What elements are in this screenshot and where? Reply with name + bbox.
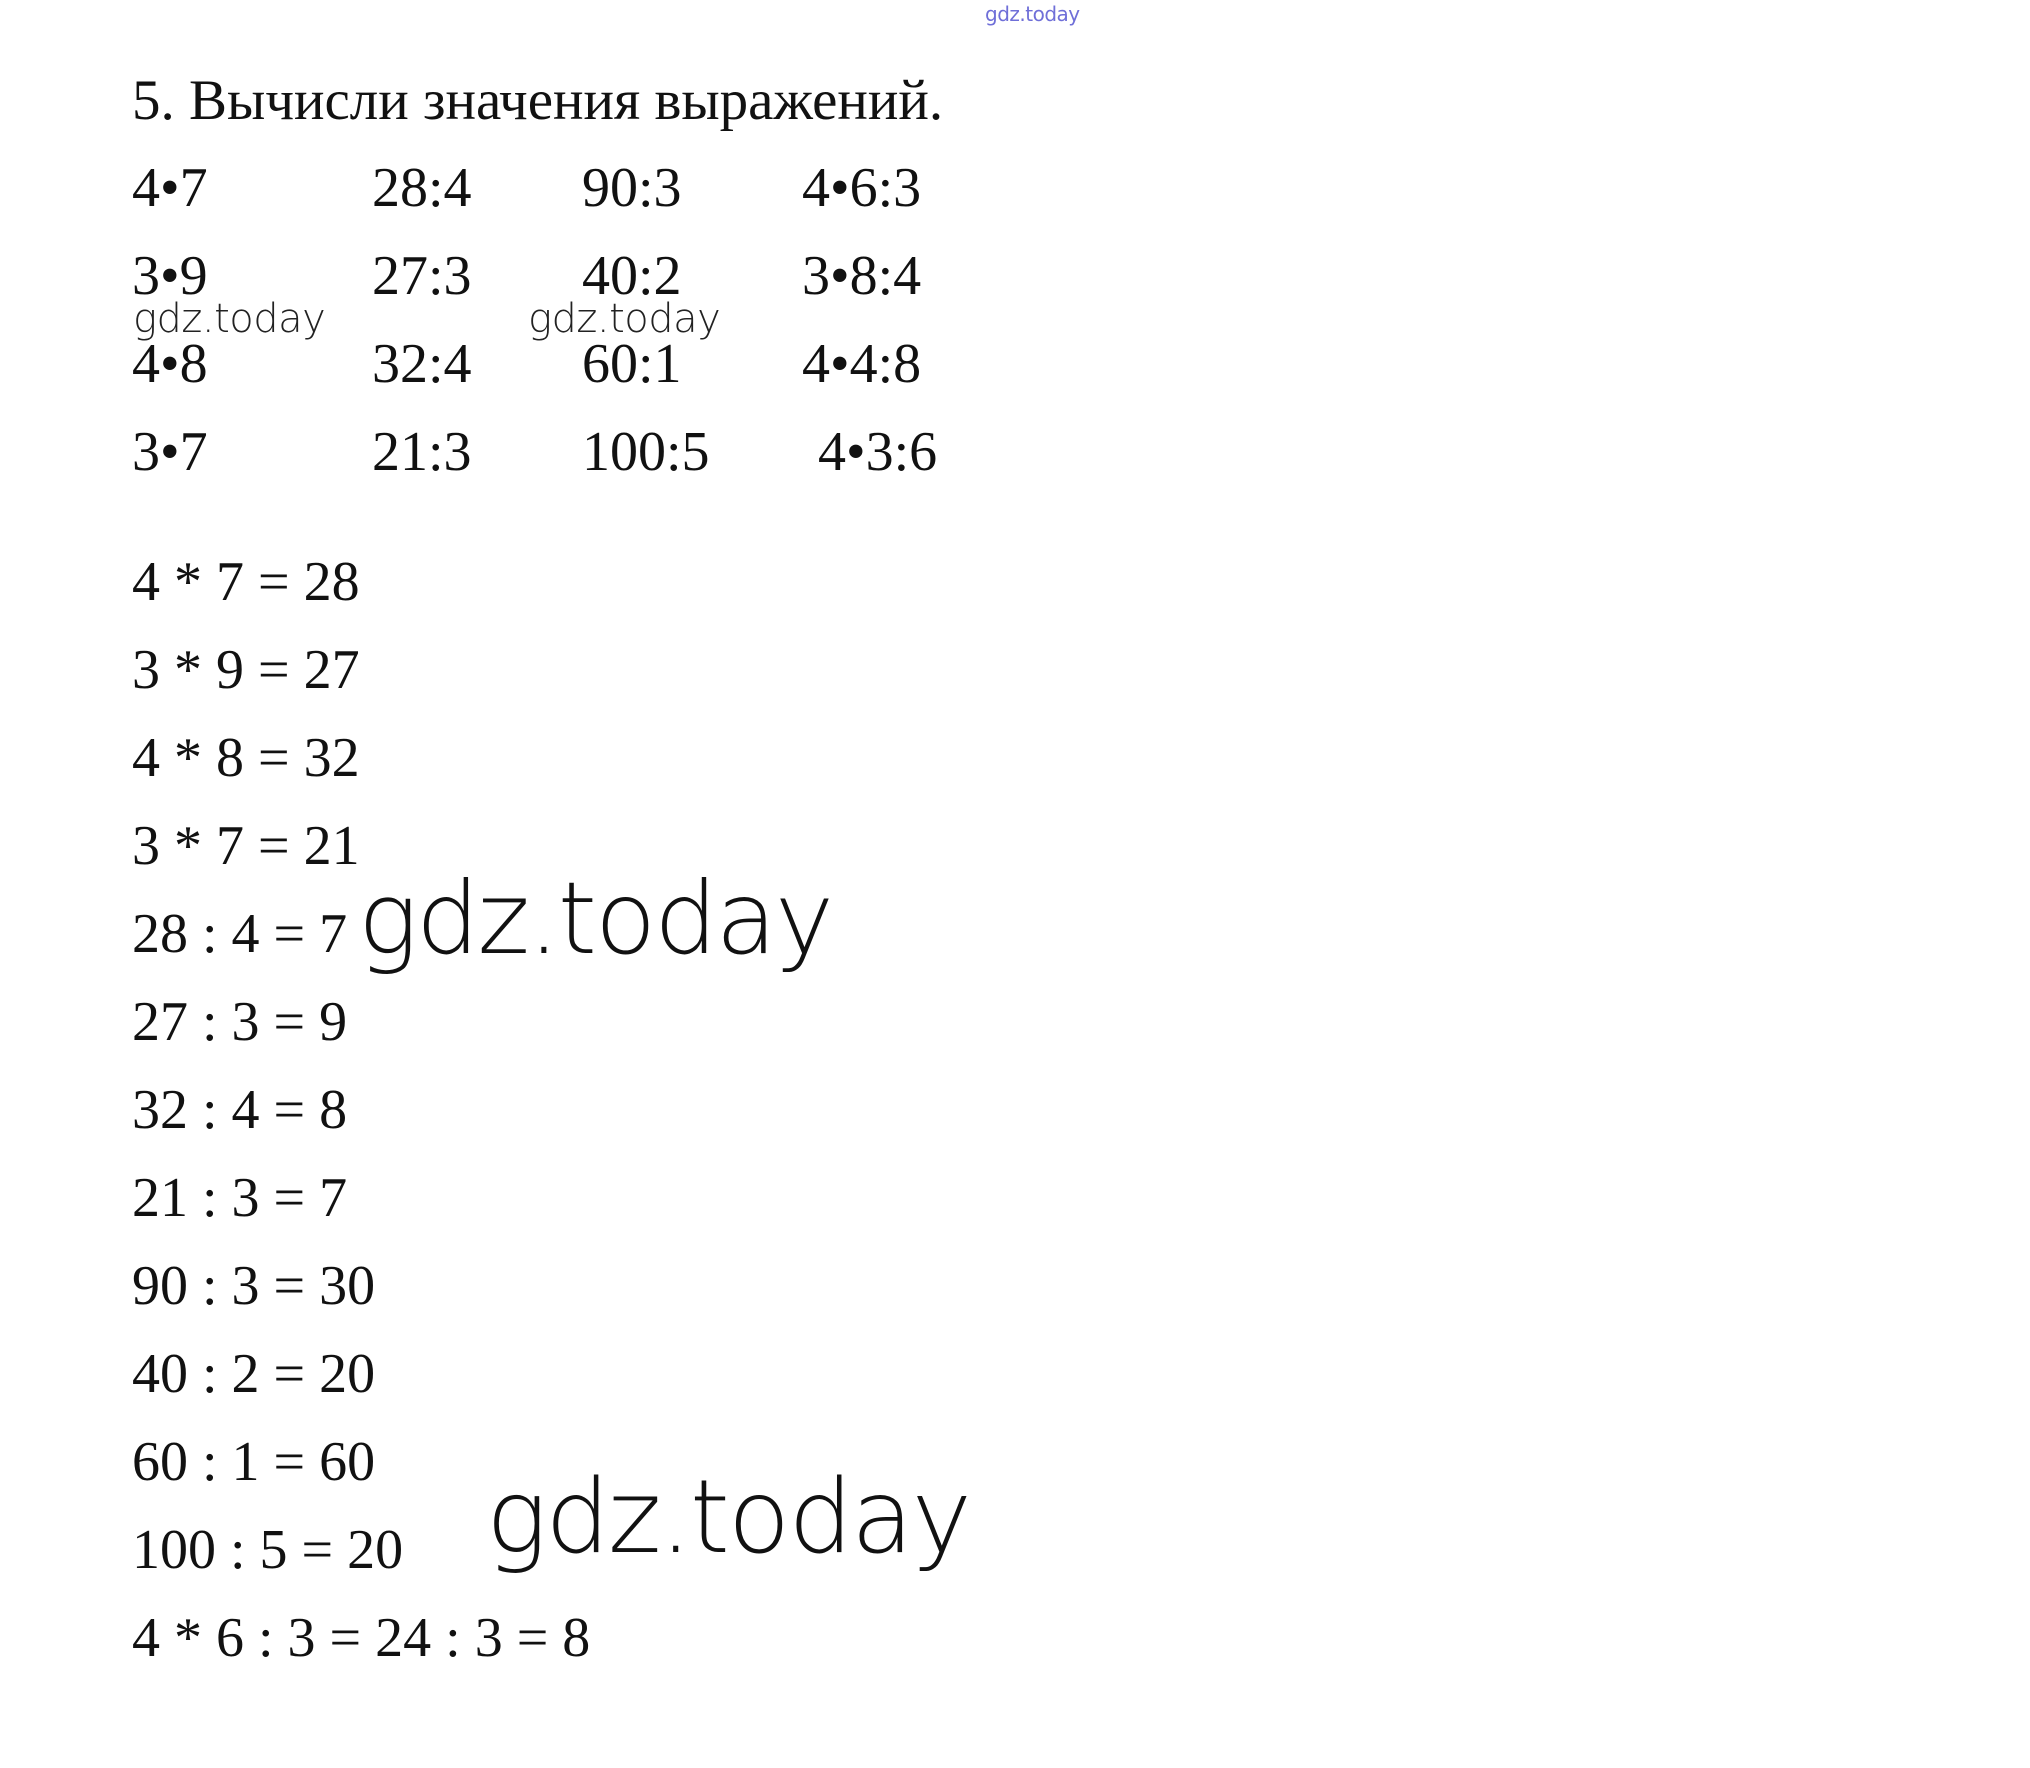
expression-cell: 60:1: [582, 333, 682, 395]
expression-cell: 4•4:8: [802, 333, 922, 395]
task-title: 5. Вычисли значения выражений.: [132, 69, 944, 132]
answer-line: 100 : 5 = 20: [132, 1519, 404, 1581]
expression-cell: 27:3: [372, 245, 472, 307]
watermark-small-left: gdz.today: [133, 296, 326, 342]
watermark-top: gdz.today: [985, 2, 1080, 26]
expression-cell: 3•8:4: [802, 245, 922, 307]
answer-line: 4 * 8 = 32: [132, 727, 360, 789]
expression-cell: 28:4: [372, 157, 472, 219]
expression-cell: 3•7: [132, 421, 208, 483]
expression-cell: 40:2: [582, 245, 682, 307]
watermark-big-mid: gdz.today: [358, 860, 833, 977]
answer-line: 4 * 7 = 28: [132, 551, 360, 613]
watermark-small-mid: gdz.today: [528, 296, 721, 342]
expression-cell: 4•3:6: [818, 421, 938, 483]
expression-cell: 3•9: [132, 245, 208, 307]
expression-cell: 32:4: [372, 333, 472, 395]
expression-grid: [132, 0, 1032, 500]
expression-cell: 4•7: [132, 157, 208, 219]
expression-cell: 4•6:3: [802, 157, 922, 219]
answer-line: 3 * 9 = 27: [132, 639, 360, 701]
expression-cell: 4•8: [132, 333, 208, 395]
answer-line: 40 : 2 = 20: [132, 1343, 376, 1405]
answer-line: 32 : 4 = 8: [132, 1079, 348, 1141]
answer-line: 4 * 6 : 3 = 24 : 3 = 8: [132, 1607, 591, 1669]
watermark-big-bottom: gdz.today: [486, 1458, 970, 1577]
expression-cell: 100:5: [582, 421, 710, 483]
expression-cell: 21:3: [372, 421, 472, 483]
answer-line: 60 : 1 = 60: [132, 1431, 376, 1493]
answer-line: 28 : 4 = 7: [132, 903, 348, 965]
expression-cell: 90:3: [582, 157, 682, 219]
answer-line: 27 : 3 = 9: [132, 991, 348, 1053]
answer-line: 3 * 7 = 21: [132, 815, 360, 877]
answer-line: 90 : 3 = 30: [132, 1255, 376, 1317]
answer-line: 21 : 3 = 7: [132, 1167, 348, 1229]
